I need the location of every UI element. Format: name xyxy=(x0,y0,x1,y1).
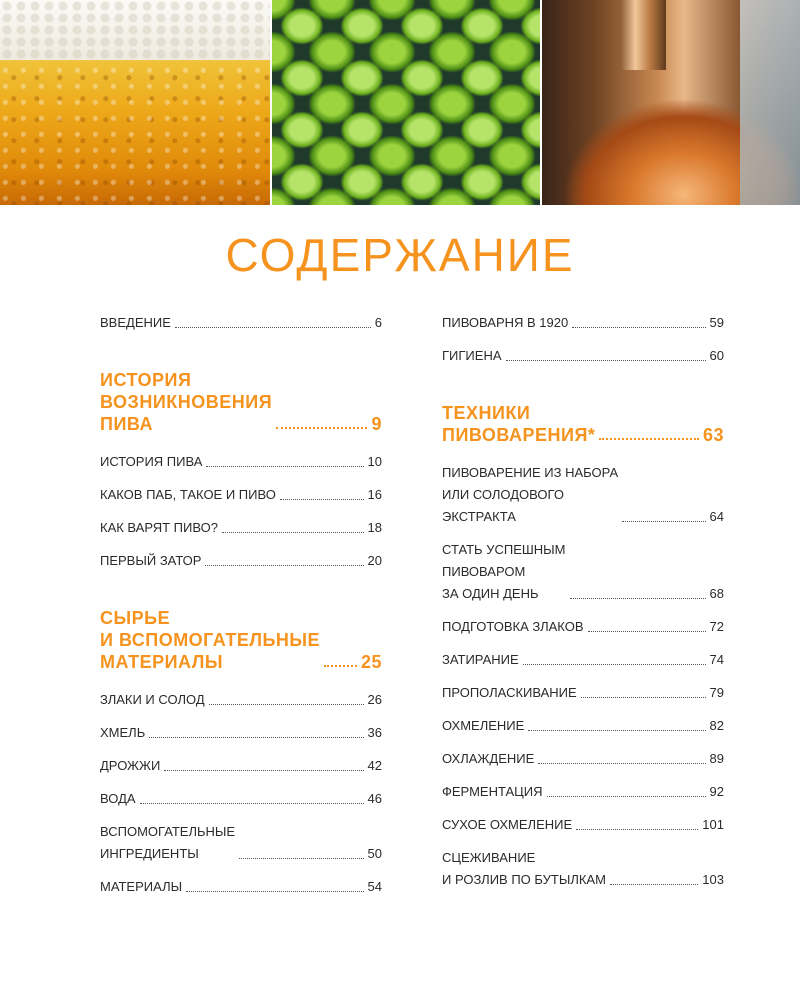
dot-leader xyxy=(206,466,363,467)
toc-entry-page: 72 xyxy=(709,619,724,634)
dot-leader xyxy=(523,664,706,665)
toc-entry-label: ИСТОРИЯ ПИВА xyxy=(100,454,203,469)
toc-entry[interactable] xyxy=(100,788,382,810)
toc-entry-page: 103 xyxy=(702,872,724,887)
toc-entry-page: 101 xyxy=(702,817,724,832)
toc-right-column xyxy=(442,312,724,902)
dot-leader xyxy=(622,521,705,522)
toc-section-techniques[interactable] xyxy=(442,402,724,446)
toc-entry[interactable] xyxy=(442,814,724,836)
toc-entry[interactable] xyxy=(442,462,724,528)
toc-entry[interactable] xyxy=(100,484,382,506)
toc-entry-page: 92 xyxy=(709,784,724,799)
beer-glass-photo xyxy=(0,0,270,205)
dot-leader xyxy=(599,438,699,440)
toc-entry-page: 18 xyxy=(367,520,382,535)
toc-section-history[interactable] xyxy=(100,369,382,435)
toc-entry-label: ХМЕЛЬ xyxy=(100,725,146,740)
toc-entry-page: 10 xyxy=(367,454,382,469)
dot-leader xyxy=(164,770,363,771)
toc-entry[interactable] xyxy=(100,821,382,865)
toc-entry-page: 60 xyxy=(709,348,724,363)
toc-entry-label: ВСПОМОГАТЕЛЬНЫЕ ИНГРЕДИЕНТЫ xyxy=(100,824,236,861)
toc-entry[interactable] xyxy=(100,517,382,539)
toc-entry-label: ПИВОВАРНЯ В 1920 xyxy=(442,315,569,330)
toc-entry-label: ОХМЕЛЕНИЕ xyxy=(442,718,525,733)
toc-entry-page: 20 xyxy=(367,553,382,568)
toc-entry[interactable] xyxy=(100,755,382,777)
toc-entry-label: ВОДА xyxy=(100,791,136,806)
toc-entry-intro[interactable] xyxy=(100,312,382,334)
toc-entry-page: 16 xyxy=(367,487,382,502)
dot-leader xyxy=(186,891,363,892)
toc-entry[interactable] xyxy=(442,748,724,770)
dot-leader xyxy=(610,884,698,885)
section-page: 9 xyxy=(371,414,382,434)
dot-leader xyxy=(547,796,706,797)
page-title: СОДЕРЖАНИЕ xyxy=(225,229,575,281)
toc-section-materials[interactable] xyxy=(100,607,382,673)
dot-leader xyxy=(140,803,364,804)
toc-entry-label: ЗЛАКИ И СОЛОД xyxy=(100,692,205,707)
toc-entry[interactable] xyxy=(442,312,724,334)
toc-entry-label: МАТЕРИАЛЫ xyxy=(100,879,183,894)
toc-entry[interactable] xyxy=(442,682,724,704)
toc-entry-page: 54 xyxy=(367,879,382,894)
dot-leader xyxy=(506,360,706,361)
toc-entry[interactable] xyxy=(100,689,382,711)
dot-leader xyxy=(175,327,371,328)
dot-leader xyxy=(576,829,698,830)
dot-leader xyxy=(205,565,363,566)
brewing-kettle-photo xyxy=(542,0,800,205)
toc-entry-page: 89 xyxy=(709,751,724,766)
toc-entry-label: СТАТЬ УСПЕШНЫМ ПИВОВАРОМ ЗА ОДИН ДЕНЬ xyxy=(442,542,566,601)
section-page: 25 xyxy=(360,652,382,672)
brewery-window xyxy=(740,0,800,205)
toc-entry[interactable] xyxy=(442,345,724,367)
section-label: СЫРЬЕ И ВСПОМОГАТЕЛЬНЫЕ МАТЕРИАЛЫ xyxy=(100,608,321,672)
dot-leader xyxy=(528,730,705,731)
toc-entry[interactable] xyxy=(442,715,724,737)
kettle-pipe xyxy=(620,0,666,70)
beer-foam xyxy=(0,0,270,60)
toc-entry-label: ГИГИЕНА xyxy=(442,348,502,363)
toc-entry-page: 50 xyxy=(367,846,382,861)
toc-entry-page: 26 xyxy=(367,692,382,707)
dot-leader xyxy=(222,532,364,533)
toc-left-column xyxy=(100,312,382,909)
toc-entry-label: ОХЛАЖДЕНИЕ xyxy=(442,751,535,766)
dot-leader xyxy=(324,665,357,667)
toc-entry[interactable] xyxy=(442,649,724,671)
toc-entry-label: ПРОПОЛАСКИВАНИЕ xyxy=(442,685,577,700)
toc-entry-page: 59 xyxy=(709,315,724,330)
section-label: ТЕХНИКИ ПИВОВАРЕНИЯ* xyxy=(442,403,596,445)
hops-photo xyxy=(272,0,540,205)
toc-entry-label: ФЕРМЕНТАЦИЯ xyxy=(442,784,543,799)
toc-entry-label: ПОДГОТОВКА ЗЛАКОВ xyxy=(442,619,584,634)
toc-entry-label: ПЕРВЫЙ ЗАТОР xyxy=(100,553,202,568)
toc-entry-page: 36 xyxy=(367,725,382,740)
toc-entry-label: СУХОЕ ОХМЕЛЕНИЕ xyxy=(442,817,573,832)
toc-entry-page: 79 xyxy=(709,685,724,700)
toc-entry-label: ЗАТИРАНИЕ xyxy=(442,652,519,667)
dot-leader xyxy=(570,598,706,599)
section-label: ИСТОРИЯ ВОЗНИКНОВЕНИЯ ПИВА xyxy=(100,370,273,434)
dot-leader xyxy=(149,737,363,738)
dot-leader xyxy=(538,763,705,764)
toc-entry-label: СЦЕЖИВАНИЕ И РОЗЛИВ ПО БУТЫЛКАМ xyxy=(442,850,606,887)
toc-entry[interactable] xyxy=(442,616,724,638)
toc-entry[interactable] xyxy=(442,847,724,891)
toc-entry-page: 74 xyxy=(709,652,724,667)
dot-leader xyxy=(588,631,706,632)
toc-entry-label: КАКОВ ПАБ, ТАКОЕ И ПИВО xyxy=(100,487,276,502)
section-page: 63 xyxy=(702,425,724,445)
toc-entry[interactable] xyxy=(442,539,724,605)
toc-entry-page: 6 xyxy=(374,315,382,330)
toc-entry-page: 82 xyxy=(709,718,724,733)
toc-entry[interactable] xyxy=(100,550,382,572)
toc-entry-label: ВВЕДЕНИЕ xyxy=(100,315,171,330)
toc-entry-label: ДРОЖЖИ xyxy=(100,758,161,773)
dot-leader xyxy=(581,697,706,698)
dot-leader xyxy=(280,499,364,500)
toc-entry[interactable] xyxy=(100,876,382,898)
toc-entry-page: 46 xyxy=(367,791,382,806)
dot-leader xyxy=(209,704,364,705)
toc-entry-label: ПИВОВАРЕНИЕ ИЗ НАБОРА ИЛИ СОЛОДОВОГО ЭКСТРАКТА xyxy=(442,465,619,524)
dot-leader xyxy=(572,327,705,328)
toc-entry[interactable] xyxy=(100,451,382,473)
dot-leader xyxy=(276,427,367,429)
dot-leader xyxy=(239,858,363,859)
toc-entry[interactable] xyxy=(442,781,724,803)
toc-entry[interactable] xyxy=(100,722,382,744)
toc-entry-label: КАК ВАРЯТ ПИВО? xyxy=(100,520,218,535)
toc-entry-page: 68 xyxy=(709,586,724,601)
toc-entry-page: 64 xyxy=(709,509,724,524)
header-photo-strip xyxy=(0,0,800,205)
toc-entry-page: 42 xyxy=(367,758,382,773)
